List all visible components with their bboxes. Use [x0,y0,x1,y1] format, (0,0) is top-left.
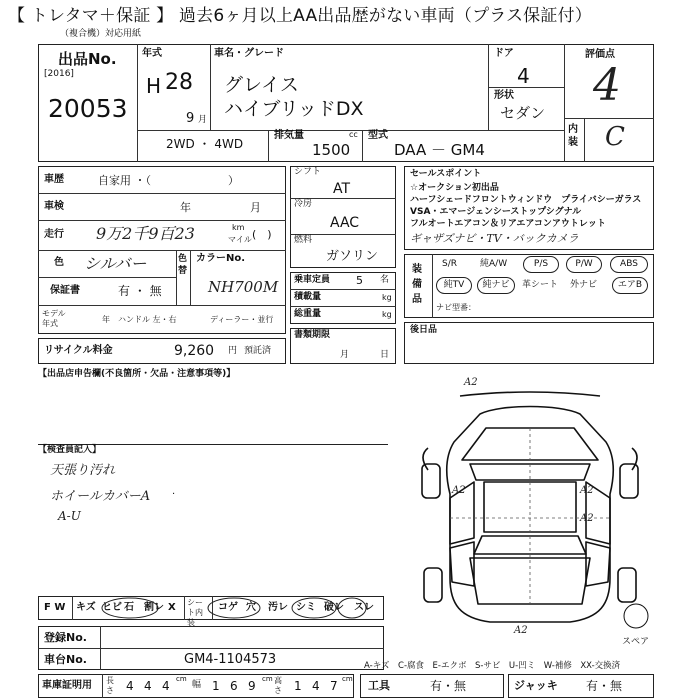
fuel-label: 燃料 [294,235,313,245]
inspector-label: 【検査員記入】 [38,445,102,455]
equipment-label: 装備品 [412,264,422,305]
recycle-value: 9,260 [174,343,215,359]
fw-item-x: X [168,602,176,613]
sales-line-2: ハーフシェードフロントウィンドウ プライバシーガラス [410,195,642,205]
color-code-hand: NH700M [208,278,279,296]
interior-label: 内装 [568,124,578,148]
model-code-label: 型式 [368,130,388,141]
height-label: 高さ [274,676,282,695]
inspector-note-1: 天張り汚れ [50,463,116,478]
model-year-era: H [146,74,162,98]
seat-label: シート内装 [187,598,203,627]
docs-day: 日 [380,350,390,360]
shape-value: セダン [500,104,546,122]
certificate-label: 車庫証明用 [42,680,92,691]
shape-label: 形状 [494,90,514,101]
inspector-note-2: ホイールカバーA [50,489,151,504]
length-d2: 4 [144,679,152,693]
color-hand: シルバー [84,254,147,273]
model-misc-handle: ハンドル 左・右 [118,315,177,324]
capacity-unit: 名 [380,275,390,285]
shift-value: AT [333,181,351,197]
equip-awheel: 純A/W [480,259,508,269]
equip-tv: 純TV [436,277,472,294]
fw-item-scratch: キズ [76,602,96,613]
width-d2: 6 [230,679,238,693]
mileage-label: 走行 [44,229,64,240]
fw-item-break: 割レ [144,602,164,613]
length-d1: 4 [126,679,134,693]
width-d3: 9 [248,679,256,693]
model-misc-label: モデル年式 [42,309,66,328]
spare-label: スペア [622,637,650,647]
inspection-month: 月 [250,201,261,214]
equip-airbag: エアB [612,277,648,294]
height-d1: 1 [294,679,302,693]
displacement-label: 排気量 [274,130,304,141]
inspector-note-3: A-U [58,509,81,523]
model-year-month-unit: 月 [198,115,208,125]
width-d1: 1 [212,679,220,693]
chassis-value: GM4-1104573 [184,652,277,667]
seat-item-burn: コゲ [218,602,238,613]
warranty-label: 保証書 [50,285,80,296]
inspector-dot: · [172,489,176,500]
fw-label: F W [44,602,66,613]
car-diagram [400,368,670,640]
header-banner: 【 トレタマ＋保証 】 過去6ヶ月以上AA出品歴がない車両（プラス保証付） [8,6,592,26]
door-value: 4 [517,64,530,88]
length-unit: cm [176,675,187,683]
recycle-note: 預託済 [244,346,272,356]
fw-item-stone: 石 [124,602,134,613]
car-name-label: 車名・グレード [214,48,284,59]
seat-item-dirt: 汚レ [268,602,288,613]
capacity-value: 5 [356,274,363,287]
width-unit: cm [262,675,273,683]
equip-ext-navi: 外ナビ [570,280,598,290]
capacity-label: 乗車定員 [294,275,331,285]
sales-line-3: VSA・エマージェンシーストップシグナル [410,207,582,217]
door-label: ドア [494,48,514,59]
score-value: 4 [593,60,621,111]
model-year-month: 9 [186,111,195,126]
equip-navi: 純ナビ [477,277,515,294]
inspection-label: 車検 [44,201,64,212]
lot-label: 出品No. [58,50,117,68]
displacement-unit: cc [349,130,358,139]
width-label: 幅 [192,680,202,690]
color-label: 色 [54,257,64,268]
height-unit: cm [342,675,353,683]
model-year-year: 28 [165,70,193,95]
seat-item-tear: 破レ [324,602,344,613]
equip-sr: S/R [442,259,457,269]
after-items-box [404,322,654,364]
mileage-paren: ( ) [252,228,272,241]
history-label: 車歴 [44,174,64,185]
height-d2: 4 [312,679,320,693]
damage-legend: A-キズ C-腐食 E-エクボ S-サビ U-凹ミ W-補修 XX-交換済 [364,661,621,671]
diagram-mark-right: A2 [580,485,594,496]
mileage-mile: マイル [228,235,252,244]
jack-value: 有・無 [586,679,623,693]
fw-item-crack: ヒビ [102,602,122,613]
color-code-label: カラーNo. [196,253,246,264]
seat-item-stain: シミ [296,602,316,613]
inspection-year: 年 [180,201,191,214]
car-name: グレイス [224,74,299,96]
equip-leather: 革シート [522,280,559,290]
seller-notes-label: 【出品店申告欄(不良箇所・欠品・注意事項等)】 [38,369,236,379]
shift-label: シフト [294,167,322,177]
mileage-hand: 9万2千9百23 [96,224,195,243]
model-misc-dealer: ディーラー・並行 [210,315,274,324]
model-year-label: 年式 [142,48,162,59]
seat-item-hole: 穴 [246,602,256,613]
header-sub-note: （複合機）対応用紙 [60,29,142,39]
equip-ps: P/S [523,256,559,273]
sales-line-4: フルオートエアコン＆リアエアコンアウトレット [410,219,606,229]
gross-unit: kg [382,310,392,319]
docs-month: 月 [340,350,350,360]
chassis-label: 車台No. [44,653,87,666]
tools-label: 工具 [368,679,390,692]
car-grade: ハイブリッドDX [224,98,364,120]
diagram-mark-left: A2 [452,485,466,496]
jack-label: ジャッキ [514,679,558,692]
load-label: 積載量 [294,292,322,302]
history-value: 自家用 ・（ ） [98,174,239,187]
mileage-km: km [232,223,245,232]
lot-year-stamp: [2016] [44,69,74,79]
gross-label: 総重量 [294,309,322,319]
length-d3: 4 [162,679,170,693]
equip-pw: P/W [566,256,602,273]
warranty-value: 有 ・ 無 [118,284,162,298]
docs-label: 書類期限 [294,330,331,340]
sales-line-1: ☆オークション初出品 [410,183,499,193]
navi-model-label: ナビ型番： [436,303,476,312]
score-label: 評価点 [585,49,615,60]
ac-value: AAC [330,215,360,231]
equip-abs: ABS [610,256,648,273]
recycle-unit: 円 [228,346,238,356]
seat-item-rub: スレ [354,602,374,613]
interior-value: C [605,122,625,152]
sales-hand-line: ギャザズナビ・TV・バックカメラ [410,232,579,245]
diagram-mark-front: A2 [464,377,478,388]
tools-value: 有・無 [430,679,467,693]
diagram-mark-rear: A2 [514,625,528,636]
model-code-value: DAA － GM4 [394,141,485,159]
fw-circles [38,596,384,620]
sales-label: セールスポイント [410,169,482,179]
lot-number: 20053 [48,94,128,123]
drive-type: 2WD ・ 4WD [166,137,244,151]
length-label: 長さ [106,676,114,695]
model-misc-year: 年 [102,315,110,324]
ac-label: 冷房 [294,199,313,209]
color-change-label: 色替 [178,254,188,276]
recycle-label: リサイクル料金 [44,345,113,356]
after-items-label: 後日品 [410,325,438,335]
load-unit: kg [382,293,392,302]
height-d3: 7 [330,679,338,693]
registration-label: 登録No. [44,631,87,644]
diagram-mark-right-low: A2 [580,513,594,524]
fuel-value: ガソリン [326,249,379,264]
displacement-value: 1500 [312,141,351,159]
